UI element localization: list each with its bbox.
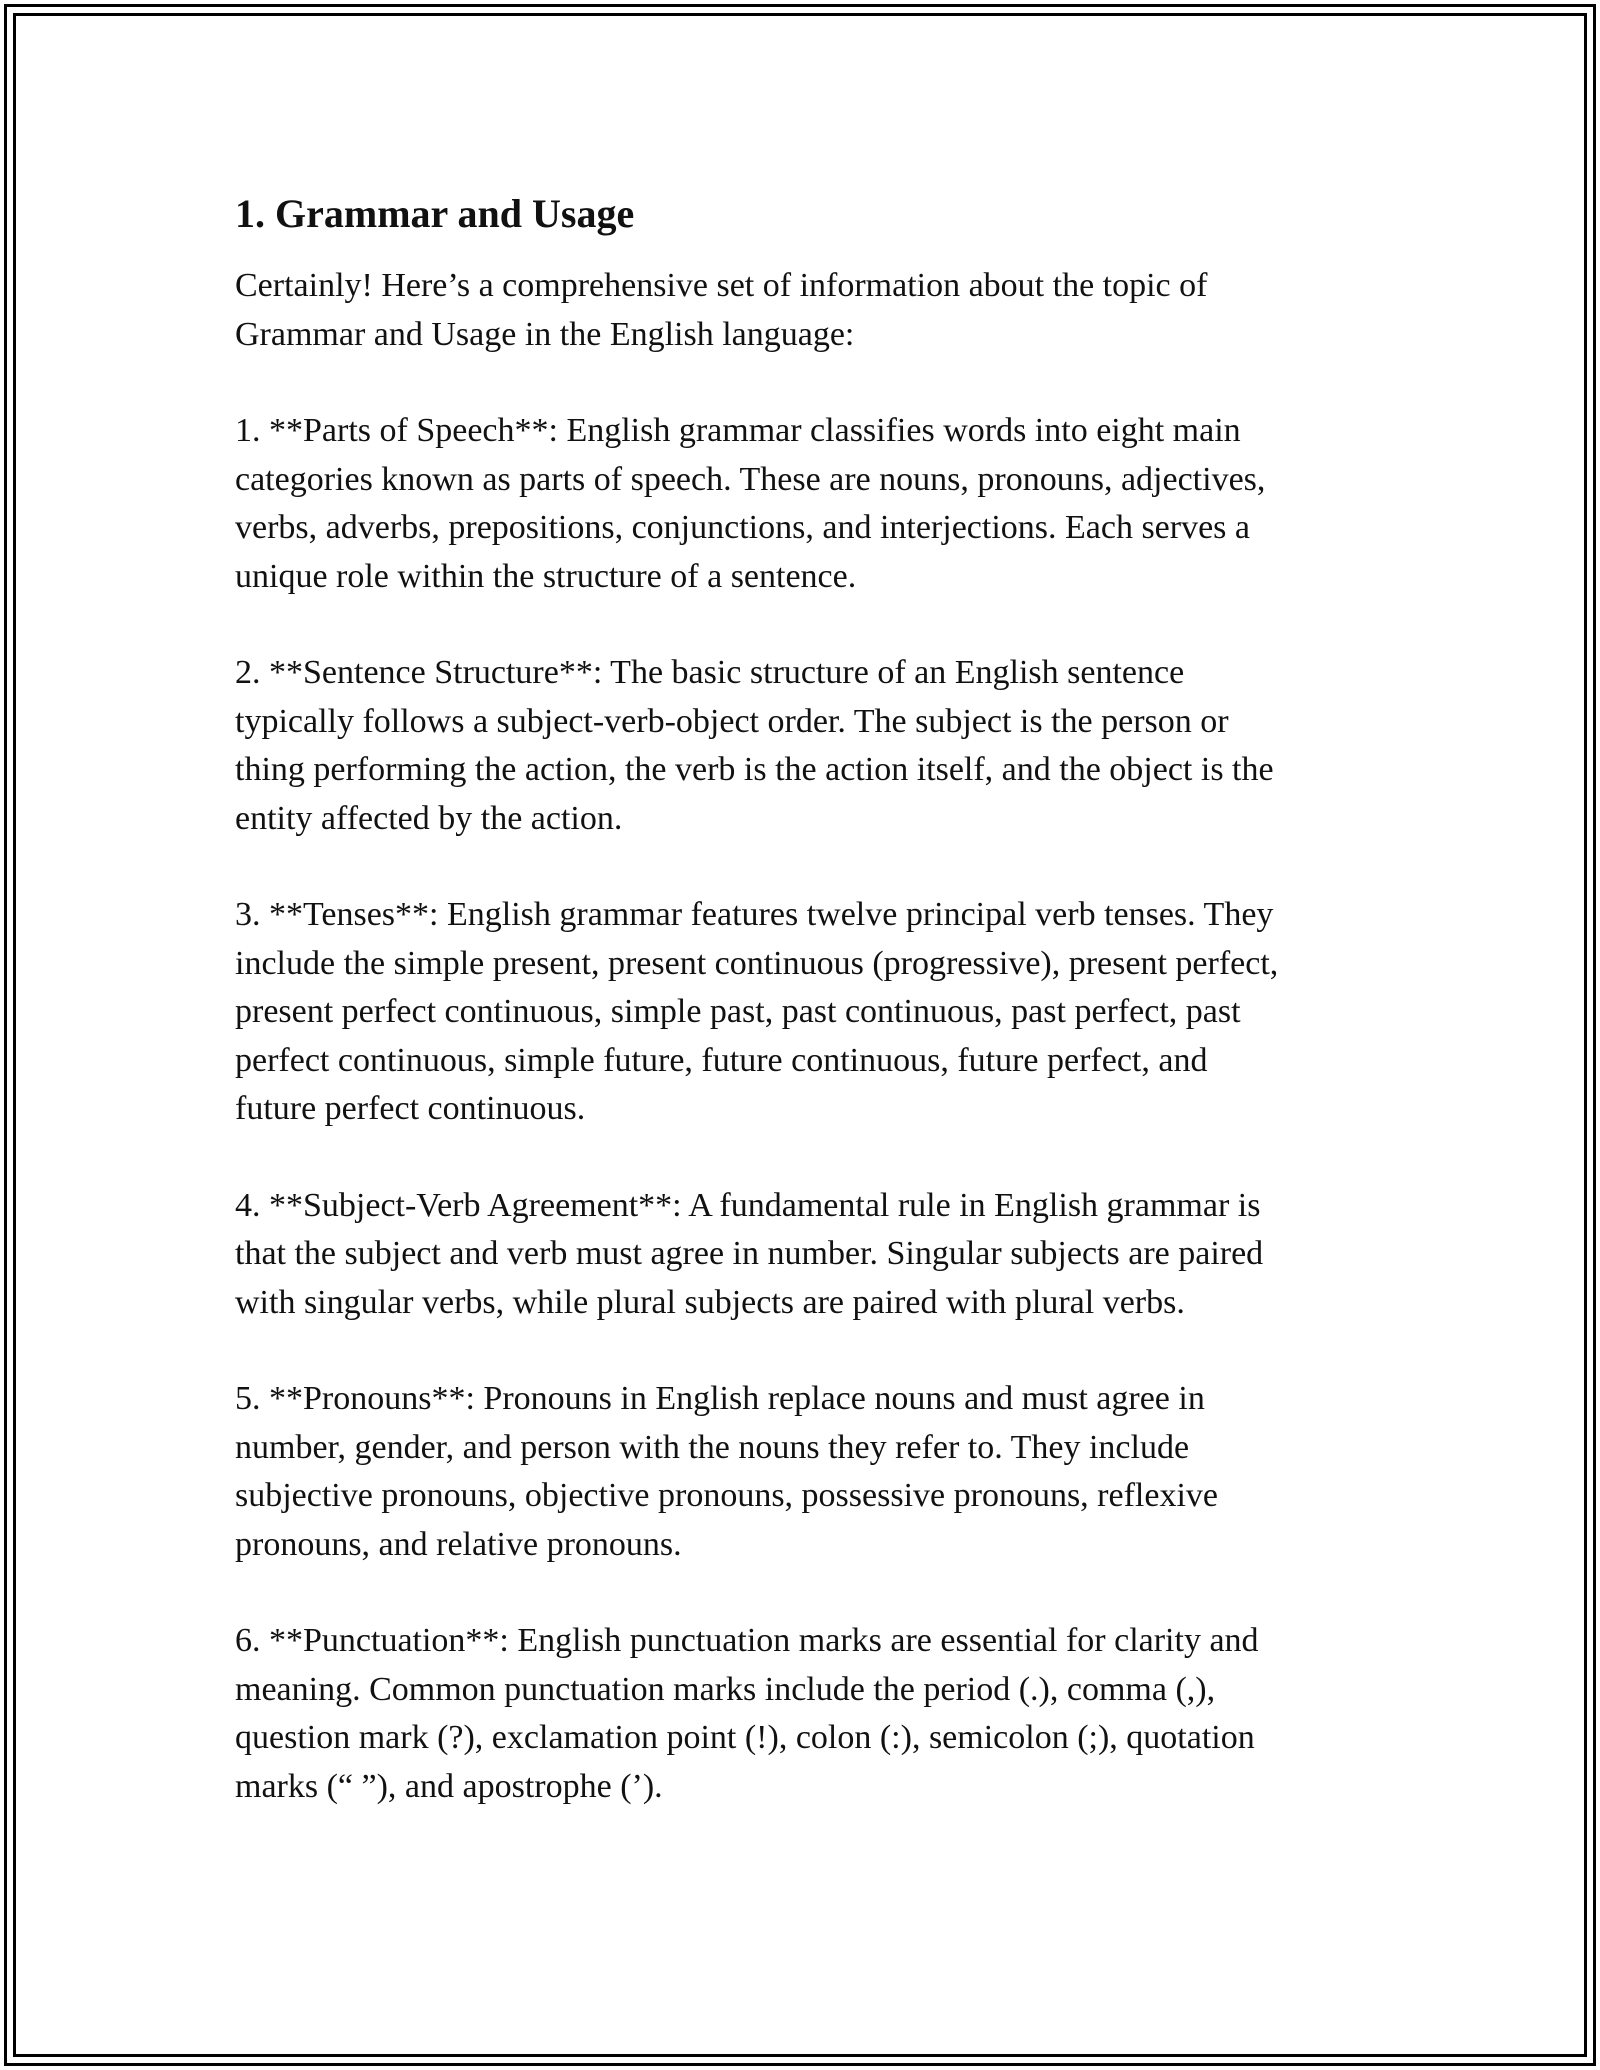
tenses-paragraph (235, 891, 1375, 1134)
document-body (235, 186, 1375, 1859)
paragraph-line: pronouns, and relative pronouns. (235, 1525, 682, 1563)
paragraph-line: 3. **Tenses**: English grammar features twelve principal verb tenses. They (235, 896, 1274, 933)
paragraph-line: thing performing the action, the verb is the action itself, and the object is the (235, 751, 1274, 788)
paragraph-line: 2. **Sentence Structure**: The basic structure of an English sentence (235, 654, 1185, 691)
paragraph-line: perfect continuous, simple future, future continuous, future perfect, and (235, 1041, 1208, 1079)
parts-of-speech-paragraph (235, 407, 1375, 601)
paragraph-line: number, gender, and person with the nouns they refer to. They include (235, 1428, 1190, 1466)
paragraph-line: that the subject and verb must agree in number. Singular subjects are paired (235, 1235, 1264, 1272)
paragraph-line: unique role within the structure of a sentence. (235, 557, 857, 595)
paragraph-line: categories known as parts of speech. These are nouns, pronouns, adjectives, (235, 460, 1266, 498)
punctuation-paragraph (235, 1617, 1375, 1811)
paragraph-line: 6. **Punctuation**: English punctuation marks are essential for clarity and (235, 1622, 1259, 1659)
paragraph-line: include the simple present, present continuous (progressive), present perfect, (235, 944, 1279, 982)
paragraph-line: question mark (?), exclamation point (!), colon (:), semicolon (;), quotation (235, 1719, 1255, 1756)
document-title: 1. Grammar and Usage (235, 191, 635, 236)
paragraph-line: typically follows a subject-verb-object order. The subject is the person or (235, 702, 1229, 740)
paragraph-line: Grammar and Usage in the English language: (235, 315, 855, 353)
paragraph-line: subjective pronouns, objective pronouns, possessive pronouns, reflexive (235, 1477, 1218, 1514)
paragraph-line: meaning. Common punctuation marks include the period (.), comma (,), (235, 1670, 1216, 1708)
intro-paragraph (235, 262, 1375, 359)
paragraph-line: 5. **Pronouns**: Pronouns in English replace nouns and must agree in (235, 1380, 1205, 1417)
paragraph-line: verbs, adverbs, prepositions, conjunctions, and interjections. Each serves a (235, 509, 1251, 546)
paragraph-line: entity affected by the action. (235, 799, 623, 837)
paragraph-line: with singular verbs, while plural subjects are paired with plural verbs. (235, 1283, 1185, 1321)
sentence-structure-paragraph (235, 649, 1375, 843)
pronouns-paragraph (235, 1375, 1375, 1569)
paragraph-line: marks (“ ”), and apostrophe (’). (235, 1767, 663, 1805)
paragraph-line: Certainly! Here’s a comprehensive set of information about the topic of (235, 267, 1208, 304)
paragraph-line: 1. **Parts of Speech**: English grammar classifies words into eight main (235, 412, 1241, 449)
subject-verb-agreement-paragraph (235, 1182, 1375, 1328)
paragraph-line: future perfect continuous. (235, 1090, 586, 1127)
paragraph-line: present perfect continuous, simple past, past continuous, past perfect, past (235, 993, 1241, 1030)
paragraph-line: 4. **Subject-Verb Agreement**: A fundamental rule in English grammar is (235, 1186, 1261, 1224)
